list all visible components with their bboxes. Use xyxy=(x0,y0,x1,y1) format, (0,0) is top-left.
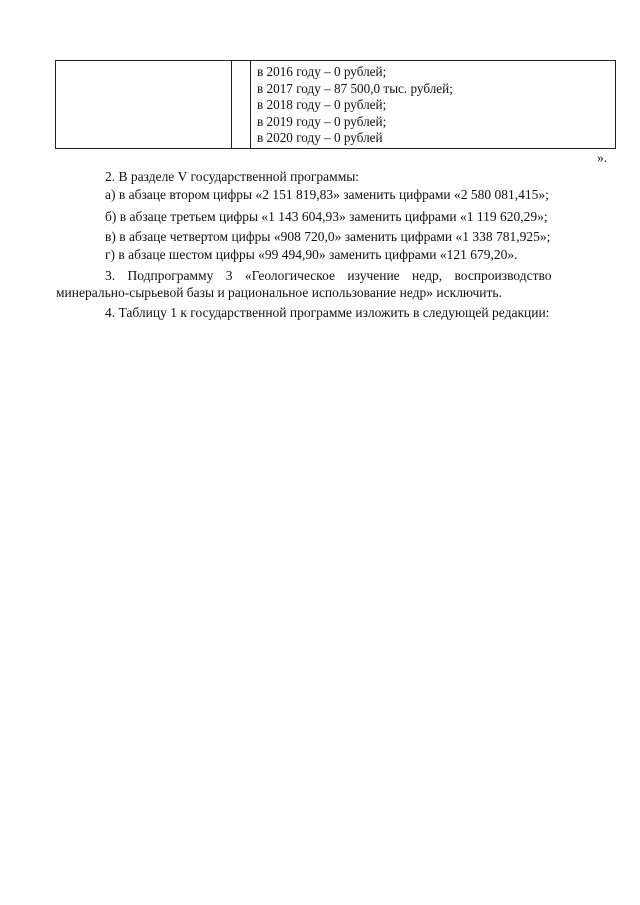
funding-table-fragment xyxy=(55,60,616,149)
paragraph-2a: а) в абзаце втором цифры «2 151 819,83» заменить цифрами «2 580 081,415»; xyxy=(105,187,549,202)
table-column-divider xyxy=(231,61,232,148)
paragraph-3-line-1: 3. Подпрограмму 3 «Геологическое изучение недр, воспроизводство xyxy=(105,268,552,283)
funding-line-2018: в 2018 году – 0 рублей; xyxy=(257,97,387,113)
table-column-divider xyxy=(250,61,251,148)
paragraph-2b: б) в абзаце третьем цифры «1 143 604,93» заменить цифрами «1 119 620,29»; xyxy=(105,209,548,224)
paragraph-2: 2. В разделе V государственной программы: xyxy=(105,169,360,184)
paragraph-3 xyxy=(56,268,612,301)
funding-line-2020: в 2020 году – 0 рублей xyxy=(257,130,383,146)
paragraph-4: 4. Таблицу 1 к государственной программе изложить в следующей редакции: xyxy=(105,305,550,320)
paragraph-2g: г) в абзаце шестом цифры «99 494,90» заменить цифрами «121 679,20». xyxy=(105,247,518,262)
funding-line-2016: в 2016 году – 0 рублей; xyxy=(257,64,387,79)
closing-quote: ». xyxy=(597,150,608,165)
paragraph-2v: в) в абзаце четвертом цифры «908 720,0» заменить цифрами «1 338 781,925»; xyxy=(105,229,551,244)
funding-line-2019: в 2019 году – 0 рублей; xyxy=(257,113,387,129)
funding-line-2017: в 2017 году – 87 500,0 тыс. рублей; xyxy=(257,80,453,96)
funding-years-cell xyxy=(257,64,453,147)
paragraph-3-line-2: минерально-сырьевой базы и рациональное использование недр» исключить. xyxy=(56,284,502,300)
